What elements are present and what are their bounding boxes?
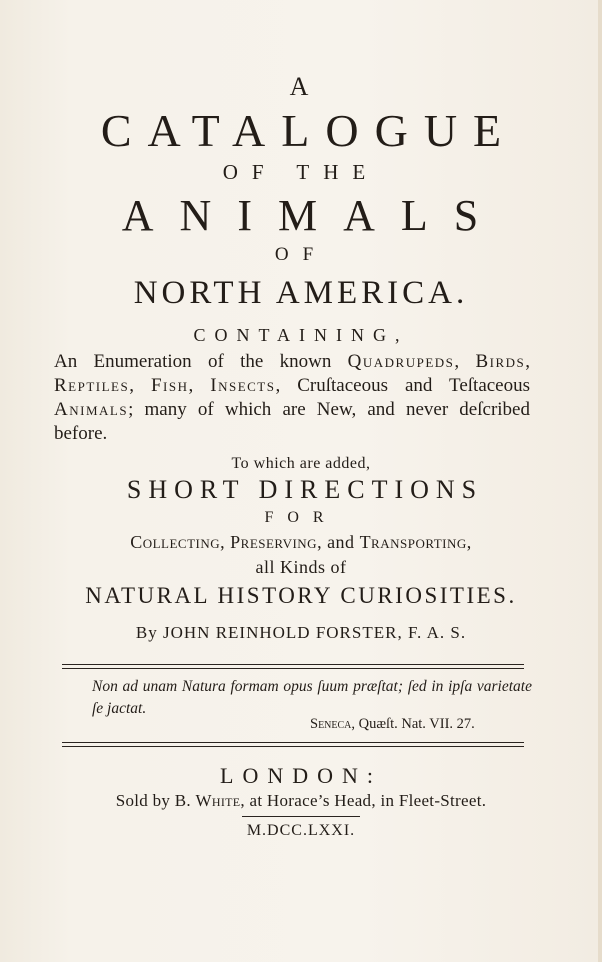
short-directions-heading: SHORT DIRECTIONS [126,475,484,504]
title-north-america: NORTH AMERICA. [133,275,469,311]
author-line: By JOHN REINHOLD FORSTER, F. A. S. [135,623,467,642]
date-rule [242,816,360,817]
divider-bottom [62,742,524,747]
title-article: A [289,72,313,101]
title-catalogue: CATALOGUE [100,105,518,156]
imprint-date: M.DCC.LXXI. [246,822,356,839]
all-kinds-line: all Kinds of [255,557,347,577]
collecting-line: Collecting, Preserving, and Transporting, [130,532,472,552]
imprint-place: LONDON: [220,763,382,788]
title-of-the: OF THE [222,160,380,184]
natural-history-heading: NATURAL HISTORY CURIOSITIES. [85,583,517,608]
for-line: FOR [264,509,338,526]
motto-quote: Non ad unam Natura formam opus ſuum præſtat; ſed in ipſa varietate ſe jactat. [92,678,532,717]
imprint-line: Sold by B. White, at Horace’s Head, in Fleet-Street. [115,791,487,810]
containing-heading: CONTAINING, [193,325,409,345]
divider-top [62,664,524,669]
motto-source: Seneca, Quæſt. Nat. VII. 27. [310,716,475,732]
to-which-added: To which are added, [231,455,371,472]
title-animals: ANIMALS [121,191,505,240]
contents-paragraph: An Enumeration of the known Quadrupeds, Birds, Reptiles, Fish, Insects, Cruſtaceous and Teſtaceous Animals; many of which are New, and never deſcribed before. [54,351,531,444]
title-of: OF [274,244,328,265]
